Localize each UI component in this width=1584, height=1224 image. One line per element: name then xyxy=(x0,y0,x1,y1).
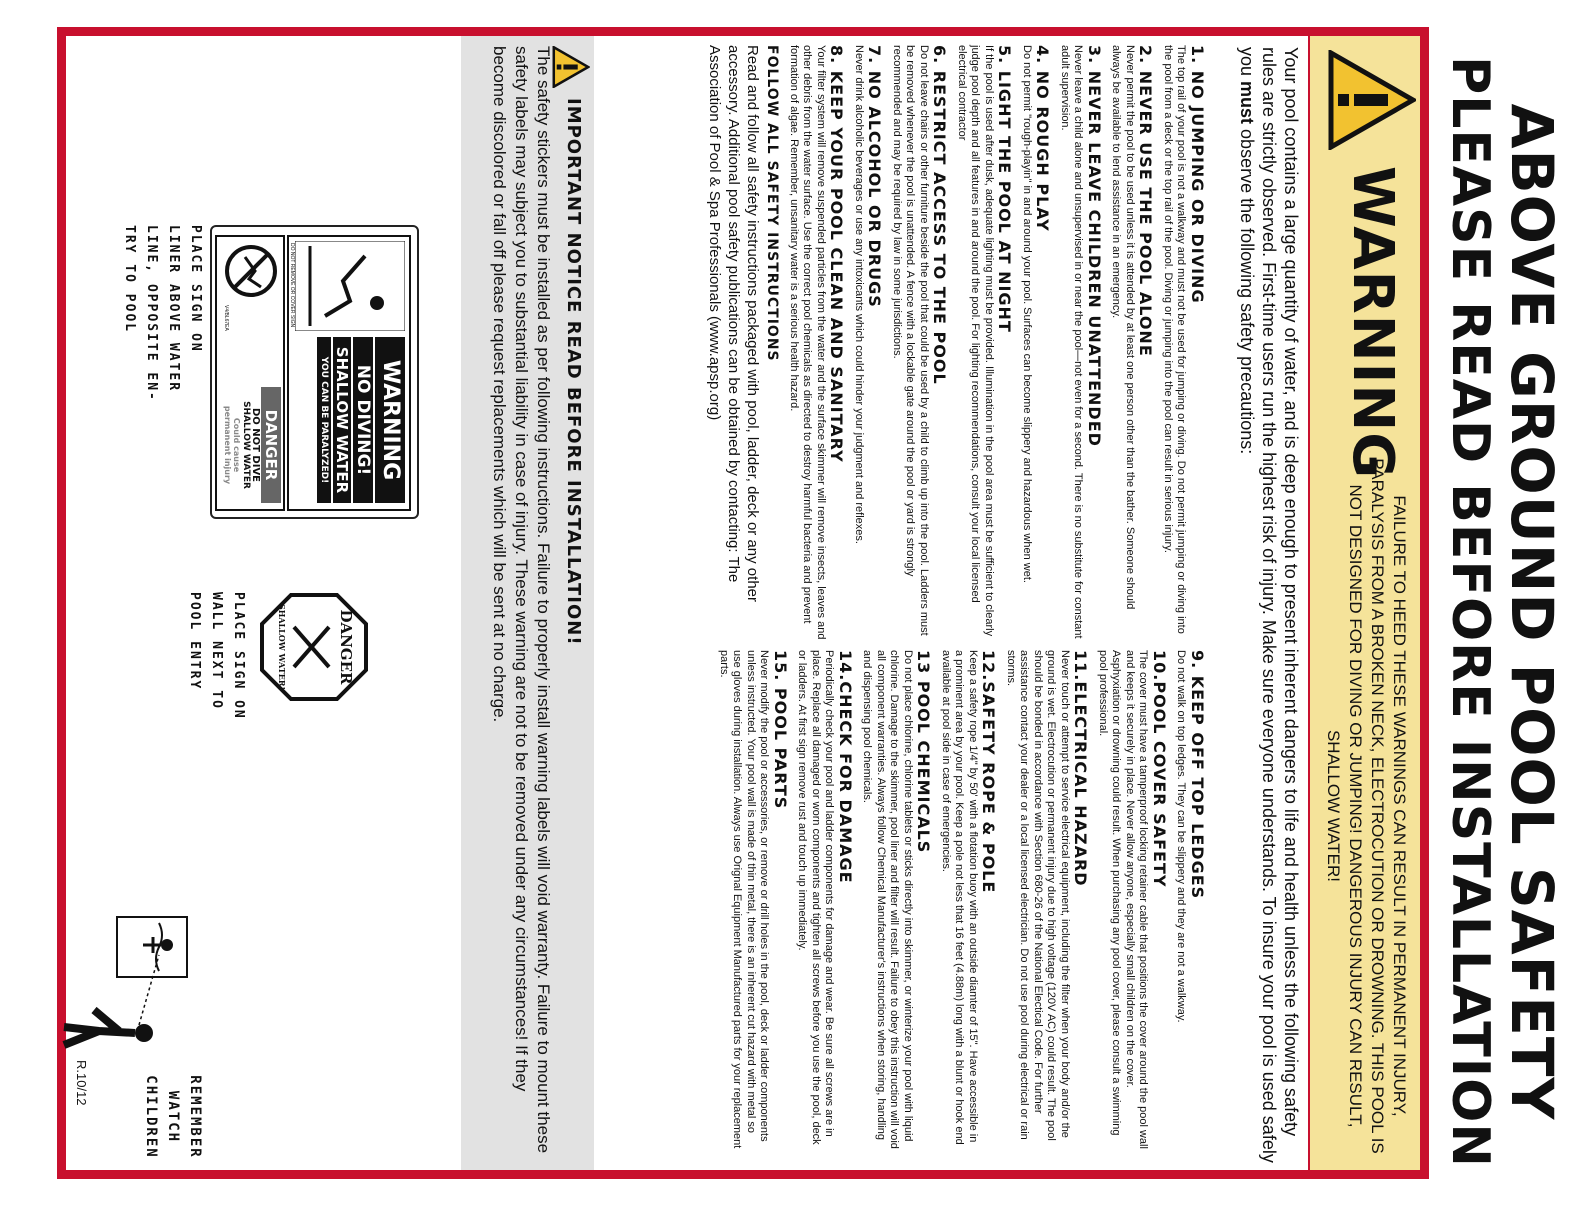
rule-heading: 9. KEEP OFF TOP LEDGES xyxy=(1188,650,1207,900)
watch-children-icon xyxy=(59,915,189,1055)
rule-text: If the pool is used after dusk, adequate lighting must be provided. Illumination in the pool area must be sufficient to clearly judge pool depth and all features in and around the pool. For lighting recommendations, consult your local licensed electrical contractor xyxy=(956,45,995,637)
rule-heading: 8. KEEP YOUR POOL CLEAN AND SANITARY xyxy=(827,45,847,463)
rule-heading: 5. LIGHT THE POOL AT NIGHT xyxy=(995,45,1015,333)
rule-item xyxy=(1004,650,1091,1150)
rule-item xyxy=(1020,45,1053,640)
rule-item xyxy=(1174,650,1207,1150)
place-line: PLACE SIGN ON xyxy=(188,225,203,353)
important-notice xyxy=(461,36,594,1170)
rule-heading: 6. RESTRICT ACCESS TO THE POOL xyxy=(930,45,950,385)
diver-falling-icon xyxy=(295,241,405,331)
place-line: LINER ABOVE WATER xyxy=(166,225,181,393)
rule-heading: 11.ELECTRICAL HAZARD xyxy=(1071,650,1091,887)
rule-item xyxy=(890,45,950,640)
danger-octagon-sticker xyxy=(259,592,369,702)
rule-heading: 13 POOL CHEMICALS xyxy=(914,650,934,854)
rule-text: Do not place chlorine, chlorine tablets or sticks directly into skimmer, or winterize your pool with liquid chlorine. Damage to the skimmer, pool liner and filter will result. Failure to obey this instruction will void all component warranties. Always follow Chemical Manufacturer's instructions when storing, handling and dispensing pool chemicals. xyxy=(861,650,914,1149)
rule-item xyxy=(1109,45,1156,640)
sticker-danger-word: DANGER xyxy=(261,387,281,503)
sticker-danger-panel xyxy=(215,235,285,511)
rule-heading: 1. NO JUMPING OR DIVING xyxy=(1188,45,1207,304)
rule-text: Never drink alcoholic beverages or use any intoxicants which could hinder your judgment and reflexes. xyxy=(853,45,865,544)
sticker-warning-panel xyxy=(287,235,411,511)
rule-heading: 10.POOL COVER SAFETY xyxy=(1150,650,1169,888)
sticker-could-cause: Could cause xyxy=(232,417,241,473)
sticker-no-diving: NO DIVING! xyxy=(353,337,373,503)
remember-line: CHILDREN xyxy=(143,1075,159,1159)
rules-left-column xyxy=(705,45,1207,640)
rule-heading: 7. NO ALCOHOL OR DRUGS xyxy=(865,45,885,308)
follow-heading: FOLLOW ALL SAFETY INSTRUCTIONS xyxy=(764,45,781,362)
intro-after: observe the following safety precautions: xyxy=(1237,124,1257,455)
intro-before: Your pool contains a large quantity of water, and is deep enough to present inherent dangers to life and health unless the following safety rules are strictly observed. First-time users run the highest risk of injury. Make sure everyone understands. To insure your pool is used safely you xyxy=(1237,47,1301,1163)
rule-item xyxy=(1096,650,1167,1150)
rule-heading: 2. NEVER USE THE POOL ALONE xyxy=(1136,45,1156,357)
sticker-code: V4/BL67EA xyxy=(223,305,229,331)
rule-text: Never leave a child alone and unsupervised in or near the pool—not even for a second. There is no substitute for constant adult supervision. xyxy=(1059,45,1085,639)
rule-item xyxy=(852,45,885,640)
rule-item xyxy=(939,650,999,1150)
sticker-shallow: SHALLOW WATER xyxy=(333,337,351,503)
rule-item xyxy=(860,650,934,1150)
remember-line: REMEMBER xyxy=(187,1075,203,1159)
rule-heading: 14.CHECK FOR DAMAGE xyxy=(836,650,855,884)
rule-text: Your filter system will remove suspended particles from the water and the surface skimmer will remove insects, leaves and other debris from the water surface. Use the correct pool chemicals as directed to destroy harmful bacteria and prevent formation of algae. Remember, unsanitary water is a serious health hazard. xyxy=(788,45,827,640)
no-diving-sticker xyxy=(210,225,419,519)
place-line: WALL NEXT TO xyxy=(209,592,224,710)
rule-heading: 15. POOL PARTS xyxy=(771,650,790,810)
rule-text: Never modify the pool or accessories, or remove or drill holes in the pool, deck or ladder components unless instructed. Your pool wall is made of thin metal, there is an inherent cut hazard with metal so use gloves during installation. Always use Orignal Equipment Manufactured parts for your replacement parts. xyxy=(718,650,771,1149)
rule-text: Do not walk on top ledges. They can be slippery and they are not a walkway. xyxy=(1175,650,1188,1023)
warning-triangle-icon xyxy=(552,46,590,88)
place-line: PLACE SIGN ON xyxy=(231,592,246,720)
rule-item xyxy=(1161,45,1205,640)
place-line: LINE, OPPOSITE EN- xyxy=(144,225,159,402)
place-line: POOL ENTRY xyxy=(187,592,202,691)
rule-text: Keep a safety rope 1/4" by 50' with a flotation buoy with an outside diamter of 15". Have accessible in a prominent area by your pool. Keep a pole not less that 16 feet (4.88m) long with a blunt or hook end available at pool side in case of emergencies. xyxy=(940,650,979,1145)
rules-right-column xyxy=(709,650,1205,1150)
sticker-shallow-water: SHALLOW WATER xyxy=(241,401,251,489)
octagon-shallow-word: SHALLOW WATER! xyxy=(277,604,287,690)
rule-text: Do not leave chairs or other furniture beside the pool that could be used by a child to climb up into the pool. Ladders must be removed whenever the pool is unattended. A fence with a lockable gate around the pool or yard is strongly recommended and may be required by law in some jurisdictions. xyxy=(891,45,930,636)
rule-text: Do not permit "rough-playin" in and around your pool. Surfaces can become slippery and hazardous when wet. xyxy=(1021,45,1033,583)
rule-text: Never touch or attempt to service electrical equipment, including the filter when your body and/or the ground is wet. Electrocution or permanent injury due to high voltage (120V AC) could result. The pool should be bonded in accordance with Section 680-26 of the National Electical Code. For further assistance contact your dealer or a local licensed electrician. Do not use pool during electrical or rain storms. xyxy=(1005,650,1071,1141)
warning-word: WARNING xyxy=(1340,166,1405,480)
intro-emphasis: must xyxy=(1237,81,1257,125)
page-subtitle: PLEASE READ BEFORE INSTALLATION xyxy=(1440,56,1500,1168)
rule-text: The cover must have a tamperproof locking retainer cable that positions the cover around the pool wall and keeps it securely in place. Never allow anyone, especially small children on the cover. Asphyxiation or drowning could result. When purchasing any pool cover, please consult a swimming pool professional. xyxy=(1097,650,1150,1149)
remember-watch-children xyxy=(140,1062,206,1172)
rule-item xyxy=(787,45,847,640)
notice-text: The safety stickers must be installed as per following instructions. Failure to properly install warning labels will void warranty. Failure to mount these safety labels may subject you to substantial liability in case of injury. These warning are not to be removed under any circumstances! If they become discolored or fall off please request replacements which will be sent at no charge. xyxy=(490,46,553,1154)
rule-item xyxy=(1058,45,1102,640)
rule-item xyxy=(795,650,855,1150)
warning-message: FAILURE TO HEED THESE WARNINGS CAN RESULT IN PERMANENT INJURY, PARALYSIS FROM A BROKEN NECK, ELECTROCUTION OR DROWNING. THIS POOL IS NOT DESIGNED FOR DIVING OR JUMPING! DANGEROUS INJURY CAN RESULT, SHALLOW WATER! xyxy=(1324,458,1409,1154)
rule-text: The top rail of your pool is not a walkway and must not be used for jumping or diving. Do not permit jumping or diving into the pool from a deck or the top rail of the pool. Diving or jumping into the pool can result in serious injury. xyxy=(1162,45,1188,634)
place-line: TRY TO POOL xyxy=(122,225,137,334)
sticker-permanent-injury: permanent injury xyxy=(223,405,232,485)
warning-banner xyxy=(1308,36,1420,1170)
notice-title: IMPORTANT NOTICE READ BEFORE INSTALLATION! xyxy=(563,98,584,646)
rule-heading: 3. NEVER LEAVE CHILDREN UNATTENDED xyxy=(1085,45,1104,447)
sticker-warning-word: WARNING xyxy=(375,337,405,503)
rule-text: Periodically check your pool and ladder components for damage and wear. Be sure all screws are in place. Replace all damaged or worn components and tighten all screws before you use the pool, deck or ladders. At first sign remove rust and touch up immediately. xyxy=(796,650,836,1145)
place-instruction-liner xyxy=(118,225,206,525)
sticker-fine-print: DO NOT REMOVE OR COVER SIGN xyxy=(289,243,295,328)
revision-code: R.10/12 xyxy=(74,1060,89,1106)
rule-text: Never permit the pool to be used unless it is attended by at least one person other than the bather. Someone should always be available to lend assistance in an emergency. xyxy=(1110,45,1136,610)
warning-triangle-icon xyxy=(1328,50,1416,150)
place-instruction-wall xyxy=(183,592,249,832)
rule-heading: 12.SAFETY ROPE & POLE xyxy=(979,650,999,894)
rule-item xyxy=(717,650,788,1150)
page-title: ABOVE GROUND POOL SAFETY xyxy=(1498,103,1566,1121)
no-diving-icon xyxy=(223,243,279,299)
remember-line: WATCH xyxy=(165,1090,181,1144)
intro-paragraph xyxy=(1236,47,1302,1167)
rule-heading: 4. NO ROUGH PLAY xyxy=(1033,45,1053,232)
follow-instructions xyxy=(705,45,779,640)
sticker-paralyzed: YOU CAN BE PARALYZED! xyxy=(317,337,331,503)
octagon-danger-word: DANGER xyxy=(337,609,355,685)
sticker-do-not-dive: DO NOT DIVE xyxy=(250,407,261,483)
rule-item xyxy=(955,45,1015,640)
follow-text: Read and follow all safety instructions packaged with pool, ladder, deck or any other accessory. Additional pool safety publications can be obtained by contacting: The Association of Pool & Spa Professionals (www.apsp.org) xyxy=(706,45,761,602)
